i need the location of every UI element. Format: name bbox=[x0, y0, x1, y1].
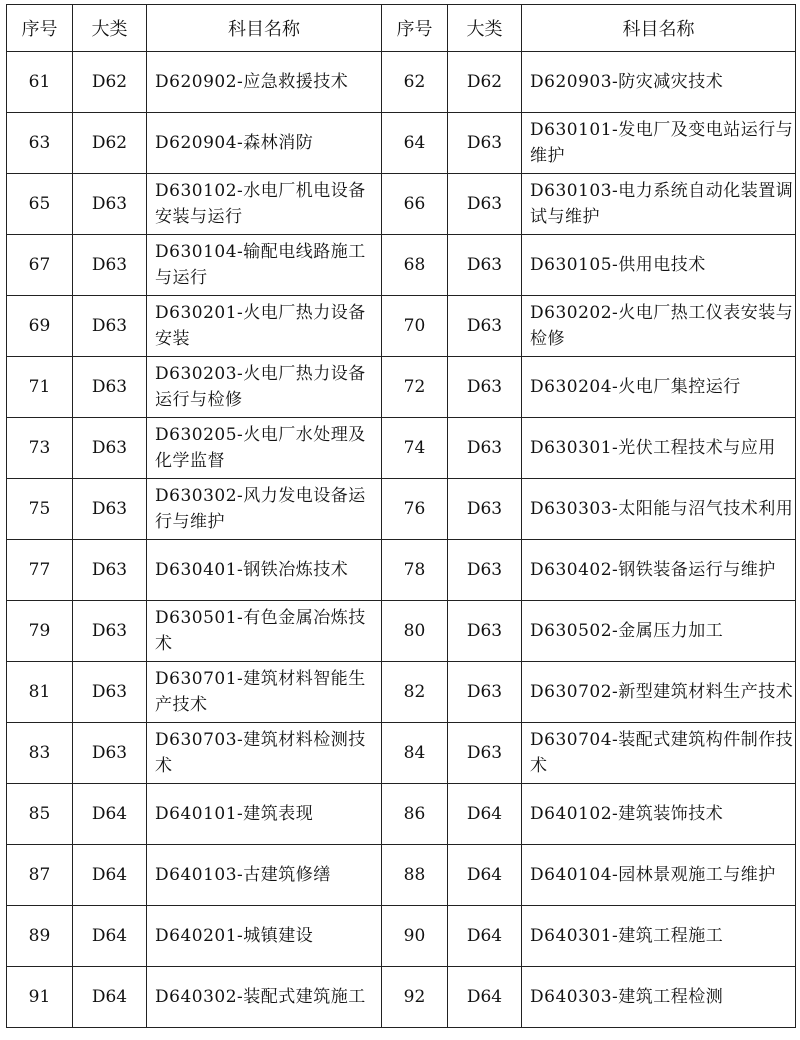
category-cell-left: D63 bbox=[73, 357, 147, 418]
category-cell-left: D63 bbox=[73, 418, 147, 479]
seq-cell-right: 62 bbox=[382, 52, 448, 113]
seq-cell-left: 89 bbox=[7, 906, 73, 967]
category-cell-right: D63 bbox=[448, 723, 522, 784]
subject-name-cell-right: D630103-电力系统自动化装置调试与维护 bbox=[522, 174, 796, 235]
category-cell-left: D63 bbox=[73, 174, 147, 235]
table-header-row bbox=[7, 5, 796, 52]
header-seq-left: 序号 bbox=[7, 5, 73, 52]
subject-name-cell-left: D630401-钢铁冶炼技术 bbox=[147, 540, 382, 601]
subject-name-cell-left: D620904-森林消防 bbox=[147, 113, 382, 174]
seq-cell-left: 73 bbox=[7, 418, 73, 479]
category-cell-left: D63 bbox=[73, 479, 147, 540]
subject-name-cell-right: D630204-火电厂集控运行 bbox=[522, 357, 796, 418]
category-cell-right: D63 bbox=[448, 174, 522, 235]
seq-cell-left: 69 bbox=[7, 296, 73, 357]
subject-name-cell-left: D640302-装配式建筑施工 bbox=[147, 967, 382, 1028]
subject-name-cell-left: D620902-应急救援技术 bbox=[147, 52, 382, 113]
header-category-right: 大类 bbox=[448, 5, 522, 52]
seq-cell-left: 85 bbox=[7, 784, 73, 845]
category-cell-right: D64 bbox=[448, 967, 522, 1028]
subject-name-cell-left: D630203-火电厂热力设备运行与检修 bbox=[147, 357, 382, 418]
table-row bbox=[7, 601, 796, 662]
subject-name-cell-left: D630104-输配电线路施工与运行 bbox=[147, 235, 382, 296]
category-cell-left: D64 bbox=[73, 784, 147, 845]
subject-name-cell-right: D630704-装配式建筑构件制作技术 bbox=[522, 723, 796, 784]
seq-cell-right: 68 bbox=[382, 235, 448, 296]
category-cell-right: D63 bbox=[448, 357, 522, 418]
seq-cell-right: 82 bbox=[382, 662, 448, 723]
seq-cell-left: 81 bbox=[7, 662, 73, 723]
category-cell-right: D63 bbox=[448, 235, 522, 296]
table-row bbox=[7, 357, 796, 418]
subject-name-cell-right: D630402-钢铁装备运行与维护 bbox=[522, 540, 796, 601]
category-cell-left: D63 bbox=[73, 235, 147, 296]
category-cell-right: D62 bbox=[448, 52, 522, 113]
subject-name-cell-right: D640102-建筑装饰技术 bbox=[522, 784, 796, 845]
seq-cell-left: 63 bbox=[7, 113, 73, 174]
table-row bbox=[7, 723, 796, 784]
category-cell-left: D64 bbox=[73, 845, 147, 906]
category-cell-left: D63 bbox=[73, 296, 147, 357]
subject-name-cell-left: D630501-有色金属冶炼技术 bbox=[147, 601, 382, 662]
category-cell-right: D63 bbox=[448, 479, 522, 540]
seq-cell-left: 87 bbox=[7, 845, 73, 906]
subject-name-cell-right: D630101-发电厂及变电站运行与维护 bbox=[522, 113, 796, 174]
seq-cell-left: 65 bbox=[7, 174, 73, 235]
seq-cell-right: 84 bbox=[382, 723, 448, 784]
header-seq-right: 序号 bbox=[382, 5, 448, 52]
header-category-left: 大类 bbox=[73, 5, 147, 52]
seq-cell-left: 71 bbox=[7, 357, 73, 418]
subject-name-cell-left: D630703-建筑材料检测技术 bbox=[147, 723, 382, 784]
category-cell-right: D63 bbox=[448, 601, 522, 662]
subject-name-cell-right: D640104-园林景观施工与维护 bbox=[522, 845, 796, 906]
table-row bbox=[7, 906, 796, 967]
category-cell-right: D64 bbox=[448, 906, 522, 967]
seq-cell-right: 64 bbox=[382, 113, 448, 174]
seq-cell-right: 66 bbox=[382, 174, 448, 235]
seq-cell-right: 92 bbox=[382, 967, 448, 1028]
subject-name-cell-right: D630301-光伏工程技术与应用 bbox=[522, 418, 796, 479]
subject-name-cell-right: D630202-火电厂热工仪表安装与检修 bbox=[522, 296, 796, 357]
category-cell-right: D63 bbox=[448, 296, 522, 357]
table-row bbox=[7, 113, 796, 174]
table-row bbox=[7, 540, 796, 601]
subject-name-cell-left: D630205-火电厂水处理及化学监督 bbox=[147, 418, 382, 479]
seq-cell-left: 61 bbox=[7, 52, 73, 113]
header-subject-right: 科目名称 bbox=[522, 5, 796, 52]
category-cell-left: D63 bbox=[73, 662, 147, 723]
subject-name-cell-left: D630201-火电厂热力设备安装 bbox=[147, 296, 382, 357]
document-page bbox=[6, 4, 796, 1028]
table-row bbox=[7, 235, 796, 296]
seq-cell-left: 83 bbox=[7, 723, 73, 784]
category-cell-left: D63 bbox=[73, 601, 147, 662]
seq-cell-right: 90 bbox=[382, 906, 448, 967]
category-cell-left: D62 bbox=[73, 113, 147, 174]
category-cell-left: D64 bbox=[73, 906, 147, 967]
table-row bbox=[7, 52, 796, 113]
subject-name-cell-left: D630302-风力发电设备运行与维护 bbox=[147, 479, 382, 540]
table-row bbox=[7, 296, 796, 357]
subject-name-cell-left: D630102-水电厂机电设备安装与运行 bbox=[147, 174, 382, 235]
table-row bbox=[7, 662, 796, 723]
category-cell-right: D64 bbox=[448, 845, 522, 906]
subject-name-cell-right: D620903-防灾减灾技术 bbox=[522, 52, 796, 113]
header-subject-left: 科目名称 bbox=[147, 5, 382, 52]
category-cell-right: D64 bbox=[448, 784, 522, 845]
seq-cell-right: 72 bbox=[382, 357, 448, 418]
seq-cell-left: 67 bbox=[7, 235, 73, 296]
seq-cell-left: 79 bbox=[7, 601, 73, 662]
subject-name-cell-left: D630701-建筑材料智能生产技术 bbox=[147, 662, 382, 723]
table-row bbox=[7, 967, 796, 1028]
subject-name-cell-right: D630105-供用电技术 bbox=[522, 235, 796, 296]
subject-name-cell-right: D640301-建筑工程施工 bbox=[522, 906, 796, 967]
seq-cell-right: 78 bbox=[382, 540, 448, 601]
category-cell-left: D64 bbox=[73, 967, 147, 1028]
seq-cell-right: 76 bbox=[382, 479, 448, 540]
subject-name-cell-left: D640101-建筑表现 bbox=[147, 784, 382, 845]
subject-name-cell-right: D630502-金属压力加工 bbox=[522, 601, 796, 662]
category-cell-right: D63 bbox=[448, 540, 522, 601]
seq-cell-right: 88 bbox=[382, 845, 448, 906]
table-row bbox=[7, 845, 796, 906]
seq-cell-left: 77 bbox=[7, 540, 73, 601]
table-row bbox=[7, 479, 796, 540]
subject-name-cell-left: D640103-古建筑修缮 bbox=[147, 845, 382, 906]
seq-cell-right: 74 bbox=[382, 418, 448, 479]
seq-cell-left: 75 bbox=[7, 479, 73, 540]
subject-name-cell-right: D630303-太阳能与沼气技术利用 bbox=[522, 479, 796, 540]
subject-name-cell-right: D630702-新型建筑材料生产技术 bbox=[522, 662, 796, 723]
category-cell-left: D63 bbox=[73, 723, 147, 784]
category-cell-right: D63 bbox=[448, 662, 522, 723]
seq-cell-right: 80 bbox=[382, 601, 448, 662]
subject-name-cell-right: D640303-建筑工程检测 bbox=[522, 967, 796, 1028]
seq-cell-right: 86 bbox=[382, 784, 448, 845]
subject-table bbox=[6, 4, 796, 1028]
table-row bbox=[7, 784, 796, 845]
category-cell-left: D63 bbox=[73, 540, 147, 601]
subject-name-cell-left: D640201-城镇建设 bbox=[147, 906, 382, 967]
seq-cell-left: 91 bbox=[7, 967, 73, 1028]
seq-cell-right: 70 bbox=[382, 296, 448, 357]
table-row bbox=[7, 418, 796, 479]
category-cell-right: D63 bbox=[448, 418, 522, 479]
table-row bbox=[7, 174, 796, 235]
category-cell-right: D63 bbox=[448, 113, 522, 174]
category-cell-left: D62 bbox=[73, 52, 147, 113]
